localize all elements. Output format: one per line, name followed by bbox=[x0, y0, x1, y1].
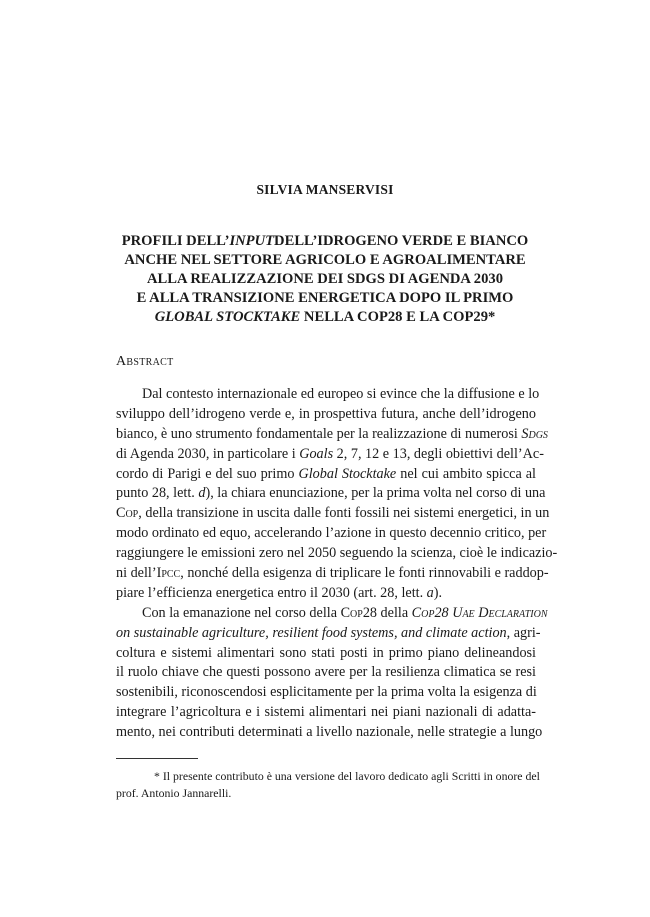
footnote-line: * Il presente contributo è una versione del lavoro dedicato agli Scritti in onore del bbox=[154, 769, 540, 783]
text-line: piare l’efficienza energetica entro il 2030 (art. 28, lett. a). bbox=[116, 584, 443, 601]
text-line: integrare l’agricoltura e i sistemi alimentari nei piani nazionali di adatta- bbox=[116, 704, 536, 721]
text-line: Con la emanazione nel corso della Cop28 della Cop28 Uae Declaration bbox=[142, 604, 548, 621]
title-line-5: GLOBAL STOCKTAKE NELLA COP28 E LA COP29* bbox=[154, 309, 496, 325]
title-line-1: PROFILI DELL’INPUTDELL’IDROGENO VERDE E BIANCO bbox=[121, 233, 529, 249]
footnote bbox=[116, 768, 540, 802]
article-title bbox=[110, 232, 540, 327]
text-line: Dal contesto internazionale ed europeo si evince che la diffusione e lo bbox=[142, 386, 540, 402]
text-line: raggiungere le emissioni zero nel 2050 seguendo la scienza, cioè le indicazio- bbox=[116, 545, 558, 562]
footnote-divider bbox=[116, 758, 198, 759]
text-line: punto 28, lett. d), la chiara enunciazione, per la prima volta nel corso di una bbox=[116, 485, 546, 502]
text-line: modo ordinato ed equo, accelerando l’azione in questo decennio critico, per bbox=[116, 525, 547, 542]
title-line-2: ANCHE NEL SETTORE AGRICOLO E AGROALIMENTARE bbox=[124, 252, 526, 268]
title-line-3: ALLA REALIZZAZIONE DEI SDGS DI AGENDA 2030 bbox=[146, 271, 503, 287]
footnote-line: prof. Antonio Jannarelli. bbox=[116, 786, 232, 800]
text-line: il ruolo chiave che questi possono avere per la resilienza climatica se resi bbox=[116, 664, 536, 681]
abstract-heading: Abstract bbox=[116, 354, 174, 369]
text-line: on sustainable agriculture, resilient food systems, and climate action, agri- bbox=[116, 624, 541, 641]
title-line-4: E ALLA TRANSIZIONE ENERGETICA DOPO IL PRIMO bbox=[136, 290, 514, 306]
text-line: sviluppo dell’idrogeno verde e, in prospettiva futura, anche dell’idrogeno bbox=[116, 405, 536, 422]
text-line: sostenibili, riconoscendosi esplicitamente per la prima volta la esigenza di bbox=[116, 684, 537, 701]
text-line: ni dell’Ipcc, nonché della esigenza di triplicare le fonti rinnovabili e raddop- bbox=[116, 565, 549, 582]
text-line: cordo di Parigi e del suo primo Global Stocktake nel cui ambito spicca al bbox=[116, 465, 536, 482]
text-line: mento, nei contributi determinati a livello nazionale, nelle strategie a lungo bbox=[116, 724, 543, 741]
text-line: di Agenda 2030, in particolare i Goals 2, 7, 12 e 13, degli obiettivi dell’Ac- bbox=[116, 445, 544, 462]
text-line: Cop, della transizione in uscita dalle fonti fossili nei sistemi energetici, in un bbox=[116, 505, 550, 522]
author-name: SILVIA MANSERVISI bbox=[256, 182, 394, 197]
abstract-body bbox=[116, 385, 558, 743]
text-line: coltura e sistemi alimentari sono stati posti in primo piano delineandosi bbox=[116, 644, 536, 661]
text-line: bianco, è uno strumento fondamentale per la realizzazione di numerosi Sdgs bbox=[116, 425, 548, 442]
